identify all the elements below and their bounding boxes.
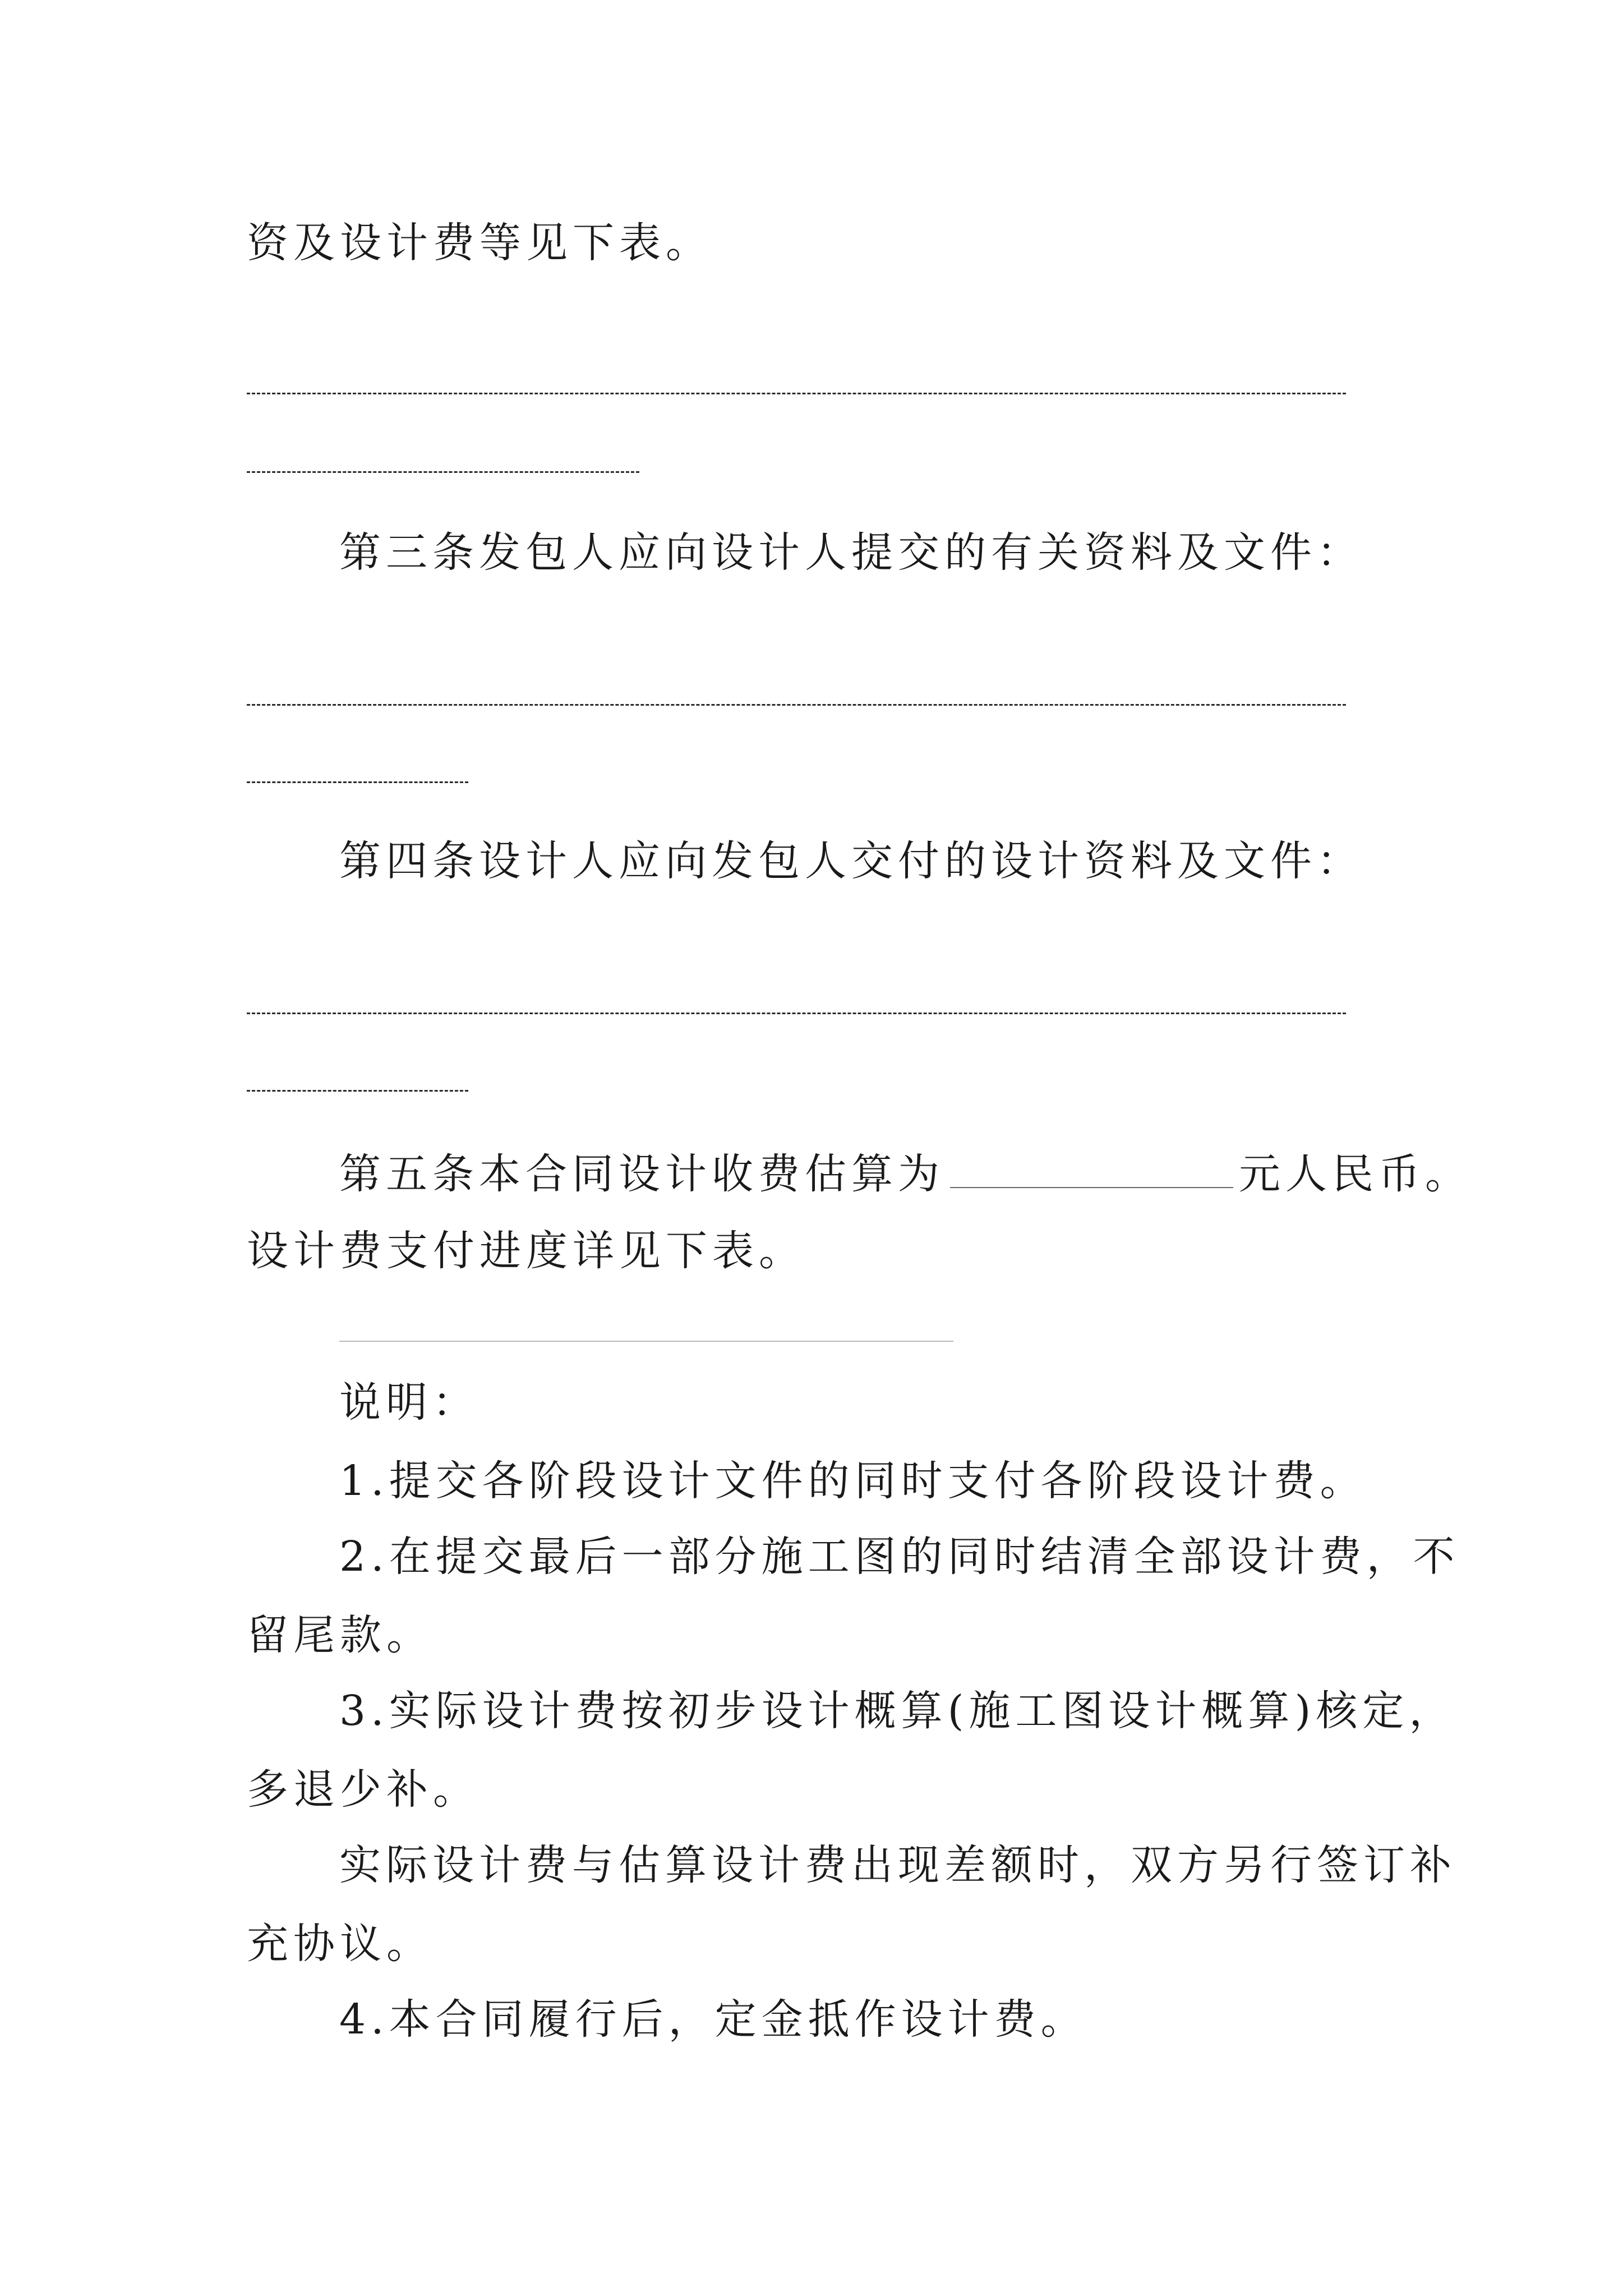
fill-line-1a	[247, 393, 1346, 394]
note-3-line-1: 3.实际设计费按初步设计概算(施工图设计概算)核定，	[339, 1687, 1456, 1735]
paragraph-intro: 资及设计费等见下表。	[247, 219, 712, 267]
table-placeholder-rule	[339, 1341, 953, 1342]
note-3-line-4: 充协议。	[247, 1920, 433, 1968]
article-5-line-1	[339, 1149, 1472, 1199]
article-3: 第三条发包人应向设计人提交的有关资料及文件：	[339, 528, 1363, 577]
fill-line-2b	[247, 781, 468, 783]
note-3-line-2: 多退少补。	[247, 1765, 479, 1814]
fill-line-3a	[247, 1013, 1346, 1014]
fill-line-1b	[247, 471, 639, 473]
article-5-text-a: 第五条本合同设计收费估算为	[339, 1150, 944, 1198]
fill-line-2a	[247, 704, 1346, 706]
note-2-line-2: 留尾款。	[247, 1611, 433, 1659]
note-2-line-1: 2.在提交最后一部分施工图的同时结清全部设计费，不	[339, 1533, 1460, 1581]
note-4: 4.本合同履行后，定金抵作设计费。	[339, 1995, 1087, 2044]
article-4: 第四条设计人应向发包人交付的设计资料及文件：	[339, 837, 1363, 885]
article-5-line-2: 设计费支付进度详见下表。	[247, 1227, 805, 1275]
note-title: 说明：	[339, 1378, 479, 1427]
fill-line-3b	[247, 1090, 468, 1092]
note-3-line-3: 实际设计费与估算设计费出现差额时，双方另行签订补	[339, 1841, 1456, 1889]
note-1: 1.提交各阶段设计文件的同时支付各阶段设计费。	[339, 1457, 1367, 1505]
fee-blank-field	[950, 1152, 1233, 1188]
article-5-text-b: 元人民币。	[1239, 1150, 1472, 1198]
